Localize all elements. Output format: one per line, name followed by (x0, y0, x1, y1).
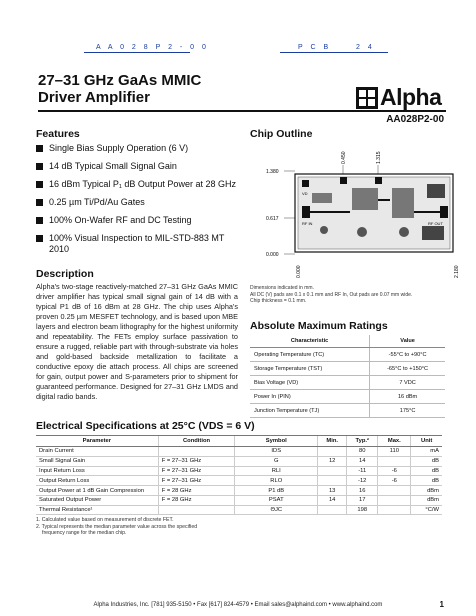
chip-note-line: All DC (V) pads are 0.1 x 0.1 mm and RF In, Out pads are 0.07 mm wide. (250, 291, 413, 298)
dim-1380: 1.380 (266, 169, 279, 175)
header-rule-right (280, 52, 388, 53)
chip-label-vd: VD (302, 191, 308, 196)
features-list (36, 143, 236, 262)
table-row: Output Power at 1 dB Gain Compression F = 28 GHz P1 dB 13 16 dBm (36, 486, 442, 496)
dim-0450: 0.450 (341, 151, 347, 164)
table-row: Small Signal Gain F = 27–31 GHz G 12 14 dB (36, 456, 442, 466)
chip-note-line: Dimensions indicated in mm. (250, 285, 314, 291)
chip-label-rf-in: RF IN (302, 221, 313, 226)
chip-label-rf-out: RF OUT (428, 221, 443, 226)
table-row: Power In (PIN) 16 dBm (250, 390, 445, 404)
footnote: 1. Calculated value based on measurement of discrete FET. (36, 517, 174, 523)
abs-max-heading: Absolute Maximum Ratings (250, 320, 388, 332)
footnotes (36, 517, 197, 537)
title-line-1: 27–31 GHz GaAs MMIC (38, 72, 202, 89)
column-header: Parameter (36, 436, 158, 447)
feature-item: 100% Visual Inspection to MIL-STD-883 MT 2010 (36, 233, 236, 255)
doc-title (38, 72, 201, 106)
table-row: Operating Temperature (TC) -55°C to +90°C (250, 348, 445, 362)
column-header: Symbol (235, 436, 318, 447)
header-pcb: P C B (298, 44, 332, 51)
column-header: Characteristic (250, 335, 370, 348)
feature-item: 14 dB Typical Small Signal Gain (36, 161, 236, 172)
bullet-square-icon (36, 163, 43, 170)
feature-item: Single Bias Supply Operation (6 V) (36, 143, 236, 154)
column-header: Max. (378, 436, 411, 447)
title-rule (38, 110, 446, 112)
chip-notes (250, 285, 412, 305)
feature-item: 100% On-Wafer RF and DC Testing (36, 215, 236, 226)
title-line-2: Driver Amplifier (38, 89, 150, 106)
column-header: Typ.² (347, 436, 378, 447)
bullet-square-icon (36, 217, 43, 224)
column-header: Min. (318, 436, 347, 447)
table-row: Bias Voltage (VD) 7 VDC (250, 376, 445, 390)
description-text: Alpha's two-stage reactively-matched 27–31 GHz GaAs MMIC driver amplifier has typical small signal gain of 14 dB with a typical P1 dB of 16 dBm at 28 GHz. The chip uses Alpha's proven 0.25 µm MESFET technology, and is based upon MBE layers and electron beam lithography for the highest uniformity and repeatability. The FETs employ surface passivation to ensure a rugged, reliable part with through-substrate via holes and gold-based backside metallization to facilitate a conductive epoxy die attach process. All chips are screened for gain, output power and S-parameters prior to shipment for guaranteed performance. Designed for 27–31 GHz LMDS and digital radio bands. (36, 282, 238, 401)
footnote: frequency range for the median chip. (42, 530, 127, 536)
header-doc-code: A A 0 2 8 P 2 - 0 0 (96, 44, 209, 51)
features-heading: Features (36, 128, 80, 140)
chip-note-line: Chip thickness = 0.1 mm. (250, 298, 307, 304)
alpha-logo-text: Alpha (380, 84, 442, 110)
header-rule-left (84, 52, 190, 53)
column-header: Value (370, 335, 445, 348)
dim-0000-bottom: 0.000 (296, 265, 302, 278)
table-row: Output Return Loss F = 27–31 GHz RLO -12 -6 dB (36, 476, 442, 486)
alpha-logo-icon (356, 87, 378, 109)
alpha-logo (356, 84, 441, 111)
table-row: Saturated Output Power F = 28 GHz PSAT 14 17 dBm (36, 495, 442, 505)
feature-item: 0.25 µm Ti/Pd/Au Gates (36, 197, 236, 208)
description-heading: Description (36, 268, 94, 280)
bullet-square-icon (36, 199, 43, 206)
dim-2180: 2.180 (454, 265, 460, 278)
elec-specs-table (36, 435, 442, 515)
table-row: Drain Current IDS 80 110 mA (36, 447, 442, 457)
abs-max-table (250, 335, 445, 418)
dim-0000-left: 0.000 (266, 252, 279, 258)
column-header: Unit (411, 436, 442, 447)
bullet-square-icon (36, 181, 43, 188)
page-footer: Alpha Industries, Inc. [781] 935-5150 • Fax [617] 824-4579 • Email sales@alphaind.com • www.alphaind.com (93, 602, 383, 608)
table-row: Storage Temperature (TST) -65°C to +150°C (250, 362, 445, 376)
pad-vd (302, 180, 309, 187)
column-header: Condition (158, 436, 235, 447)
footnote: 2. Typical represents the median parameter value across the specified (36, 523, 198, 530)
table-row: Input Return Loss F = 27–31 GHz RLI -11 -6 dB (36, 466, 442, 476)
table-row: Thermal Resistance¹ ΘJC 198 °C/W (36, 505, 442, 515)
bullet-square-icon (36, 235, 43, 242)
bullet-square-icon (36, 145, 43, 152)
part-number: AA028P2-00 (386, 114, 444, 125)
page-number: 1 (439, 600, 444, 609)
chip-outline-drawing (262, 148, 462, 288)
elec-specs-heading: Electrical Specifications at 25°C (VDS = 6 V) (36, 420, 255, 432)
table-row: Junction Temperature (TJ) 175°C (250, 404, 445, 418)
chip-outline-heading: Chip Outline (250, 128, 313, 140)
dim-1315: 1.315 (376, 151, 382, 164)
dim-0617: 0.617 (266, 216, 279, 222)
header-pcb-number: 2 4 (356, 44, 375, 51)
feature-item: 16 dBm Typical P₁ dB Output Power at 28 GHz (36, 179, 236, 190)
